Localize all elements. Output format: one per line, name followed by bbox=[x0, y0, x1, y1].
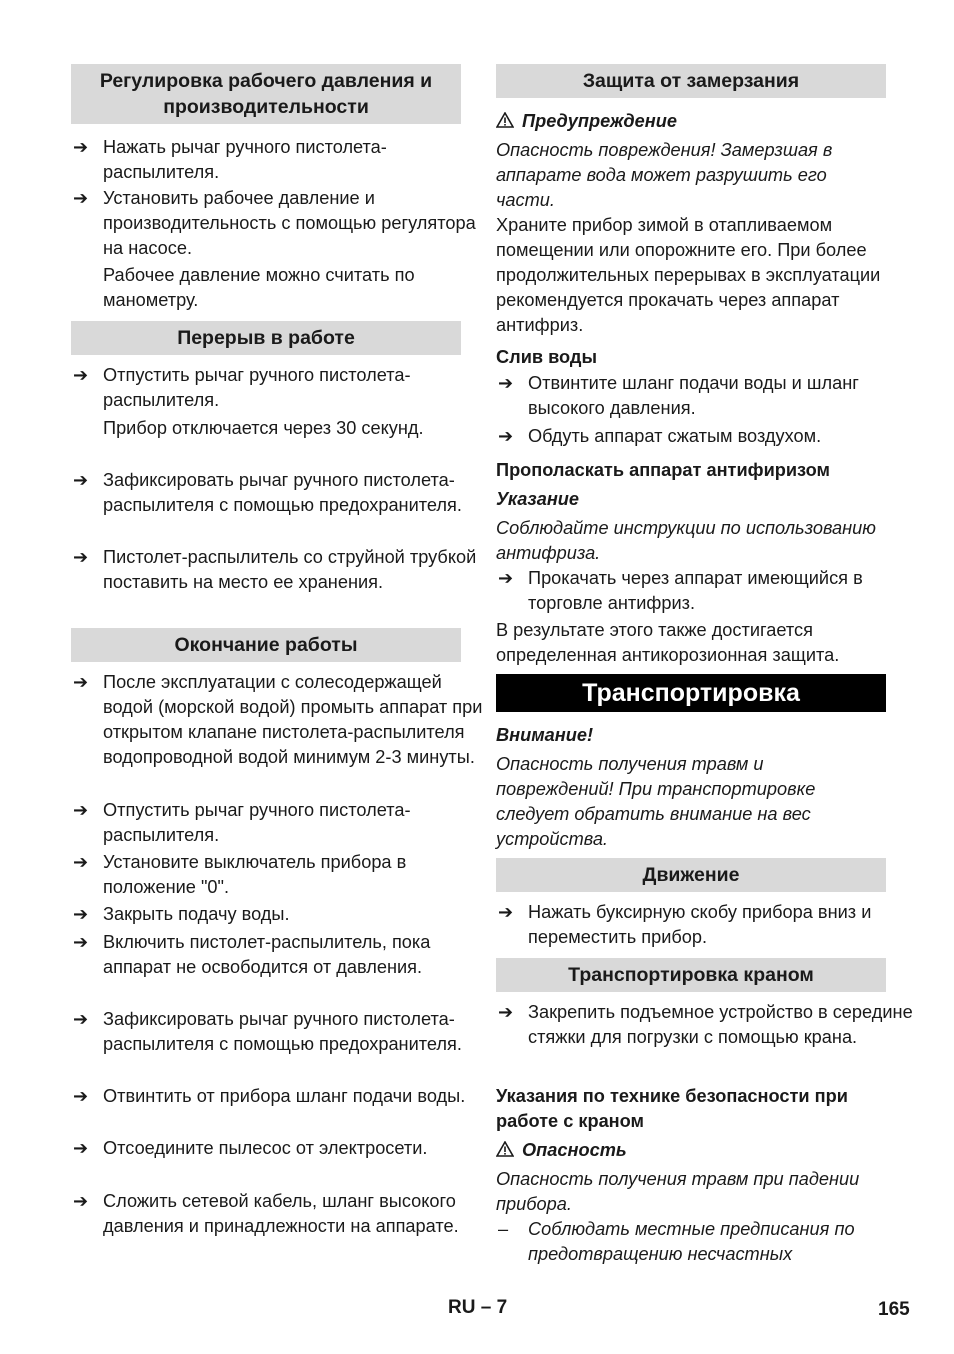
list-item: ➔ Обдуть аппарат сжатым воздухом. bbox=[496, 424, 918, 449]
section-heading-crane: Транспортировка краном bbox=[496, 958, 886, 992]
danger-heading: Опасность bbox=[496, 1138, 886, 1163]
list-item: ➔ Сложить сетевой кабель, шланг высокого давления и принадлежности на аппарате. bbox=[73, 1191, 459, 1236]
arrow-icon: ➔ bbox=[73, 800, 89, 820]
arrow-icon: ➔ bbox=[73, 1009, 89, 1029]
danger-text: Опасность получения травм при падении прибора. bbox=[496, 1169, 860, 1214]
note-heading: Указание bbox=[496, 489, 580, 509]
section-heading-frost: Защита от замерзания bbox=[496, 64, 886, 98]
list-item: – Соблюдать местные предписания по предотвращению несчастных bbox=[498, 1219, 855, 1264]
list-item: ➔ Нажать буксирную скобу прибора вниз и переместить прибор. bbox=[498, 902, 872, 947]
attention-heading: Внимание! bbox=[496, 725, 594, 745]
arrow-icon: ➔ bbox=[73, 672, 89, 692]
chapter-heading-transport: Транспортировка bbox=[496, 674, 886, 712]
arrow-icon: ➔ bbox=[73, 904, 89, 924]
arrow-icon: ➔ bbox=[498, 902, 514, 922]
list-item: ➔ Зафиксировать рычаг ручного пистолета-распылителя с помощью предохранителя. bbox=[73, 470, 462, 515]
list-item: ➔ Отвинтить от прибора шланг подачи воды. bbox=[71, 1084, 493, 1109]
arrow-icon: ➔ bbox=[73, 470, 89, 490]
arrow-icon: ➔ bbox=[73, 932, 89, 952]
list-item: ➔ Установить рабочее давление и производительность с помощью регулятора на насосе. bbox=[73, 188, 476, 258]
warning-heading: Предупреждение bbox=[496, 109, 886, 134]
list-item: ➔ Прокачать через аппарат имеющийся в торговле антифриз. bbox=[498, 568, 863, 613]
attention-text: Опасность получения травм и повреждений! При транспортировке следует обратить внимание на вес устройства. bbox=[496, 754, 816, 849]
warning-triangle-icon bbox=[496, 112, 514, 128]
section-heading-end-work: Окончание работы bbox=[71, 628, 461, 662]
warning-triangle-icon bbox=[496, 1141, 514, 1157]
arrow-icon: ➔ bbox=[73, 1191, 89, 1211]
list-item: ➔ Отвинтите шланг подачи воды и шланг высокого давления. bbox=[498, 373, 859, 418]
arrow-icon: ➔ bbox=[498, 373, 514, 393]
arrow-icon: ➔ bbox=[73, 365, 89, 385]
arrow-icon: ➔ bbox=[498, 426, 514, 446]
list-item: ➔ Отпустить рычаг ручного пистолета-распылителя. bbox=[73, 365, 411, 410]
list-item: ➔ Зафиксировать рычаг ручного пистолета-распылителя с помощью предохранителя. bbox=[73, 1009, 462, 1054]
arrow-icon: ➔ bbox=[73, 137, 89, 157]
section-heading-movement: Движение bbox=[496, 858, 886, 892]
note-text: Рабочее давление можно считать по манометру. bbox=[103, 265, 415, 310]
subheading-drain: Слив воды bbox=[496, 347, 597, 367]
paragraph: Храните прибор зимой в отапливаемом помещении или опорожните его. При более продолжительных перерывах в эксплуатации рекомендуется прокачать через аппарат антифриз. bbox=[496, 215, 881, 335]
list-item: ➔ Нажать рычаг ручного пистолета-распылителя. bbox=[73, 137, 387, 182]
page-number: 165 bbox=[878, 1299, 910, 1320]
list-item: ➔ Установите выключатель прибора в положение "0". bbox=[73, 852, 407, 897]
list-item: ➔ Закрепить подъемное устройство в середине стяжки для погрузки с помощью крана. bbox=[498, 1002, 913, 1047]
list-item: ➔ Пистолет-распылитель со струйной трубкой поставить на место ее хранения. bbox=[73, 547, 477, 592]
arrow-icon: ➔ bbox=[73, 547, 89, 567]
note-text: Прибор отключается через 30 секунд. bbox=[103, 418, 424, 438]
list-item: ➔ Закрыть подачу воды. bbox=[71, 902, 493, 927]
list-item: ➔ Включить пистолет-распылитель, пока аппарат не освободится от давления. bbox=[73, 932, 431, 977]
list-item: ➔ После эксплуатации с солесодержащей водой (морской водой) промыть аппарат при открытом клапане пистолета-распылителя водопроводной водой минимум 2-3 минуты. bbox=[73, 672, 483, 767]
list-item: ➔ Отсоедините пылесос от электросети. bbox=[71, 1136, 493, 1161]
subheading-antifreeze: Прополаскать аппарат антифиризом bbox=[496, 460, 830, 480]
footer-language-page: RU – 7 bbox=[448, 1297, 508, 1318]
subheading-crane-safety: Указания по технике безопасности при работе с краном bbox=[496, 1086, 848, 1131]
section-heading-break: Перерыв в работе bbox=[71, 321, 461, 355]
dash-bullet: – bbox=[498, 1219, 509, 1239]
arrow-icon: ➔ bbox=[73, 852, 89, 872]
section-heading-pressure: Регулировка рабочего давления и производительности bbox=[71, 64, 461, 124]
note-text: Соблюдайте инструкции по использованию антифриза. bbox=[496, 518, 876, 563]
warning-text: Опасность повреждения! Замерзшая в аппарате вода может разрушить его части. bbox=[496, 140, 833, 210]
paragraph: В результате этого также достигается определенная антикорозионная защита. bbox=[496, 620, 840, 665]
arrow-icon: ➔ bbox=[73, 188, 89, 208]
arrow-icon: ➔ bbox=[498, 568, 514, 588]
arrow-icon: ➔ bbox=[73, 1086, 89, 1106]
list-item: ➔ Отпустить рычаг ручного пистолета-распылителя. bbox=[73, 800, 411, 845]
arrow-icon: ➔ bbox=[73, 1138, 89, 1158]
arrow-icon: ➔ bbox=[498, 1002, 514, 1022]
